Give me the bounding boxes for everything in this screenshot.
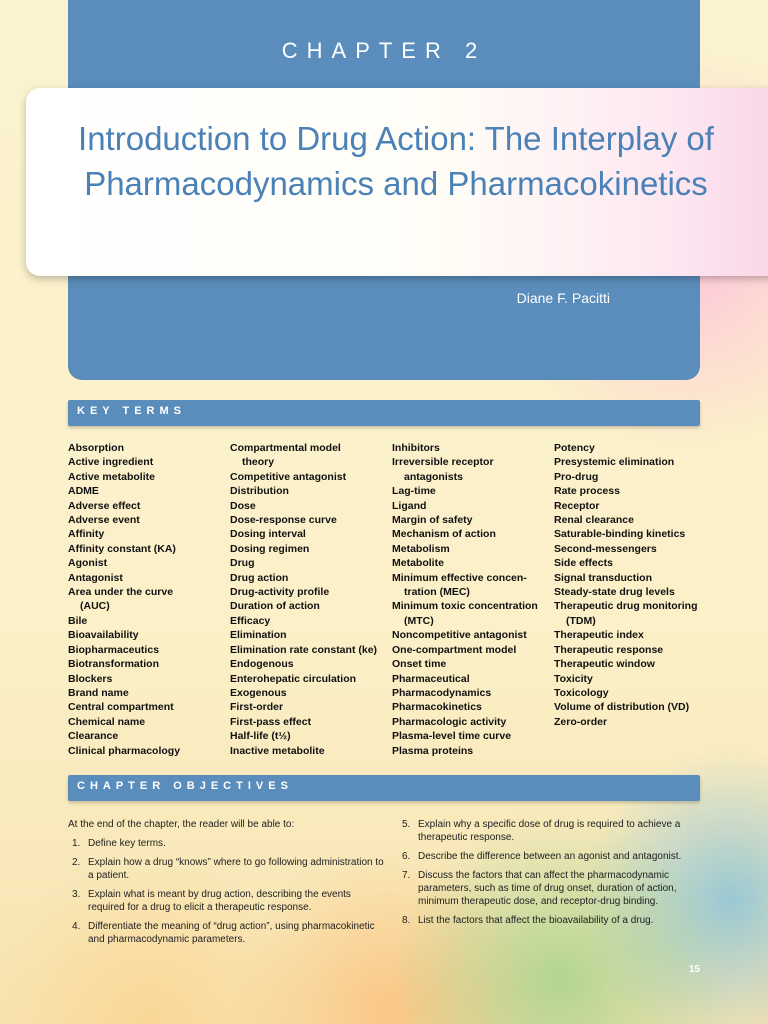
key-term: Brand name — [68, 686, 129, 699]
key-term: (TDM) — [566, 614, 596, 627]
objective-text: Describe the difference between an agonist and antagonist. — [418, 851, 682, 862]
objectives-list-right — [398, 818, 703, 927]
key-terms-column-4 — [554, 441, 698, 729]
objective-number: 6. — [402, 851, 411, 862]
key-term: Blockers — [68, 672, 113, 685]
key-term: antagonists — [404, 470, 463, 483]
key-term: Affinity constant (KA) — [68, 542, 176, 555]
objectives-list-left — [68, 837, 386, 946]
key-term: One-compartment model — [392, 643, 517, 656]
key-term: Therapeutic response — [554, 643, 664, 656]
key-term: Potency — [554, 442, 595, 454]
key-term: Area under the curve — [68, 586, 174, 599]
key-term: Central compartment — [68, 701, 174, 714]
key-term: ADME — [68, 485, 99, 498]
key-term: Duration of action — [230, 600, 320, 613]
objective-number: 3. — [72, 889, 81, 900]
objective-item — [398, 914, 703, 927]
key-term: Competitive antagonist — [230, 470, 347, 483]
key-term: Drug-activity profile — [230, 586, 330, 599]
objective-text: Explain how a drug “knows” where to go following administration to a patient. — [88, 857, 384, 881]
key-term: Receptor — [554, 499, 600, 512]
key-term: First-pass effect — [230, 715, 312, 728]
key-term: Therapeutic window — [554, 658, 655, 671]
key-term: Adverse event — [68, 514, 140, 527]
key-term: Dosing regimen — [230, 542, 310, 555]
key-term: Biotransformation — [68, 658, 160, 671]
key-terms-column-2 — [230, 441, 377, 758]
key-term: Saturable-binding kinetics — [554, 528, 686, 541]
key-term: Compartmental model — [230, 442, 341, 454]
objective-text: Define key terms. — [88, 838, 166, 849]
title-band — [26, 88, 768, 276]
objective-text: Explain what is meant by drug action, describing the events required for a drug to elicit a therapeutic response. — [88, 889, 351, 913]
key-term: Clearance — [68, 730, 119, 743]
objective-item — [398, 869, 703, 908]
objective-item — [398, 818, 703, 844]
key-term: Active ingredient — [68, 456, 154, 469]
key-term: Lag-time — [392, 485, 436, 498]
key-terms-column-1 — [68, 441, 180, 758]
key-term: Agonist — [68, 557, 108, 570]
key-term: Margin of safety — [392, 514, 473, 527]
key-term: Biopharmaceutics — [68, 643, 160, 656]
key-term: Bile — [68, 614, 88, 627]
key-term: Endogenous — [230, 658, 294, 671]
key-term: Presystemic elimination — [554, 456, 675, 469]
key-term: Metabolism — [392, 542, 450, 555]
key-term: theory — [242, 456, 275, 469]
objective-item — [398, 850, 703, 863]
key-term: (AUC) — [80, 600, 110, 613]
key-term: Antagonist — [68, 571, 123, 584]
key-term: Plasma-level time curve — [392, 730, 512, 743]
key-term: Absorption — [68, 442, 124, 454]
key-term: Inactive metabolite — [230, 744, 325, 757]
key-term: Dosing interval — [230, 528, 306, 541]
key-term: Adverse effect — [68, 499, 141, 512]
key-term: Dose-response curve — [230, 514, 337, 527]
key-term: Signal transduction — [554, 571, 653, 584]
objectives-left — [68, 818, 386, 952]
key-term: Rate process — [554, 485, 620, 498]
key-term: Clinical pharmacology — [68, 744, 181, 757]
objective-number: 7. — [402, 870, 411, 881]
key-term: Elimination — [230, 629, 287, 642]
key-term: tration (MEC) — [404, 586, 470, 599]
key-term: Distribution — [230, 485, 289, 498]
key-term: Toxicity — [554, 672, 593, 685]
key-term: Mechanism of action — [392, 528, 496, 541]
key-term: Pro-drug — [554, 470, 599, 483]
chapter-objectives-heading: CHAPTER OBJECTIVES — [77, 780, 293, 792]
key-term: Elimination rate constant (ke) — [230, 643, 378, 656]
objective-text: List the factors that affect the bioavailability of a drug. — [418, 915, 654, 926]
key-term: Therapeutic drug monitoring — [554, 600, 698, 613]
key-term: Irreversible receptor — [392, 456, 494, 469]
chapter-label: CHAPTER 2 — [281, 38, 487, 63]
objective-number: 5. — [402, 819, 411, 830]
key-terms-column-3 — [392, 441, 538, 758]
key-term: Dose — [230, 499, 256, 512]
key-term: First-order — [230, 701, 284, 714]
key-term: Active metabolite — [68, 470, 155, 483]
key-term: Half-life (t½) — [230, 730, 291, 743]
objective-item — [68, 856, 386, 882]
key-term: Efficacy — [230, 614, 271, 627]
key-term: Chemical name — [68, 715, 146, 728]
key-term: Exogenous — [230, 686, 287, 699]
key-terms-bar — [68, 400, 700, 426]
key-term: (MTC) — [404, 614, 434, 627]
key-term: Toxicology — [554, 686, 609, 699]
objective-number: 2. — [72, 857, 81, 868]
key-term: Drug action — [230, 571, 289, 584]
key-term: Pharmacodynamics — [392, 686, 492, 699]
key-term: Metabolite — [392, 557, 444, 570]
key-term: Volume of distribution (VD) — [554, 701, 690, 714]
objectives-right — [398, 818, 703, 933]
key-term: Onset time — [392, 658, 447, 671]
objective-text: Differentiate the meaning of “drug action”, using pharmacokinetic and pharmacodynamic parameters. — [88, 921, 375, 945]
key-term: Noncompetitive antagonist — [392, 629, 527, 642]
objective-item — [68, 888, 386, 914]
key-term: Inhibitors — [392, 442, 440, 454]
key-term: Pharmacologic activity — [392, 715, 507, 728]
key-term: Therapeutic index — [554, 629, 644, 642]
key-terms-heading: KEY TERMS — [77, 405, 186, 417]
key-term: Bioavailability — [68, 629, 139, 642]
key-term: Affinity — [68, 528, 105, 541]
key-term: Minimum toxic concentration — [392, 600, 538, 613]
key-term: Steady-state drug levels — [554, 586, 675, 599]
objectives-intro: At the end of the chapter, the reader will be able to: — [68, 819, 295, 830]
objective-number: 4. — [72, 921, 81, 932]
key-term: Renal clearance — [554, 514, 634, 527]
key-term: Plasma proteins — [392, 744, 474, 757]
key-term: Enterohepatic circulation — [230, 672, 357, 685]
objective-item — [68, 837, 386, 850]
key-term: Pharmacokinetics — [392, 701, 482, 714]
key-term: Ligand — [392, 499, 427, 512]
chapter-title: Introduction to Drug Action: The Interplay of Pharmacodynamics and Pharmacokinetics — [78, 120, 714, 202]
objective-text: Discuss the factors that can affect the pharmacodynamic parameters, such as time of drug onset, duration of action, minimum therapeutic dose, and receptor-drug binding. — [418, 870, 677, 907]
key-term: Pharmaceutical — [392, 672, 470, 685]
author-name: Diane F. Pacitti — [516, 290, 610, 306]
key-term: Drug — [230, 557, 255, 570]
objective-text: Explain why a specific dose of drug is required to achieve a therapeutic response. — [418, 819, 681, 843]
key-term: Minimum effective concen- — [392, 571, 527, 584]
objective-item — [68, 920, 386, 946]
objective-number: 1. — [72, 838, 81, 849]
chapter-objectives-bar — [68, 775, 700, 801]
key-term: Zero-order — [554, 715, 608, 728]
objective-number: 8. — [402, 915, 411, 926]
key-term: Second-messengers — [554, 542, 657, 555]
page-number: 15 — [688, 964, 700, 975]
key-term: Side effects — [554, 557, 613, 570]
